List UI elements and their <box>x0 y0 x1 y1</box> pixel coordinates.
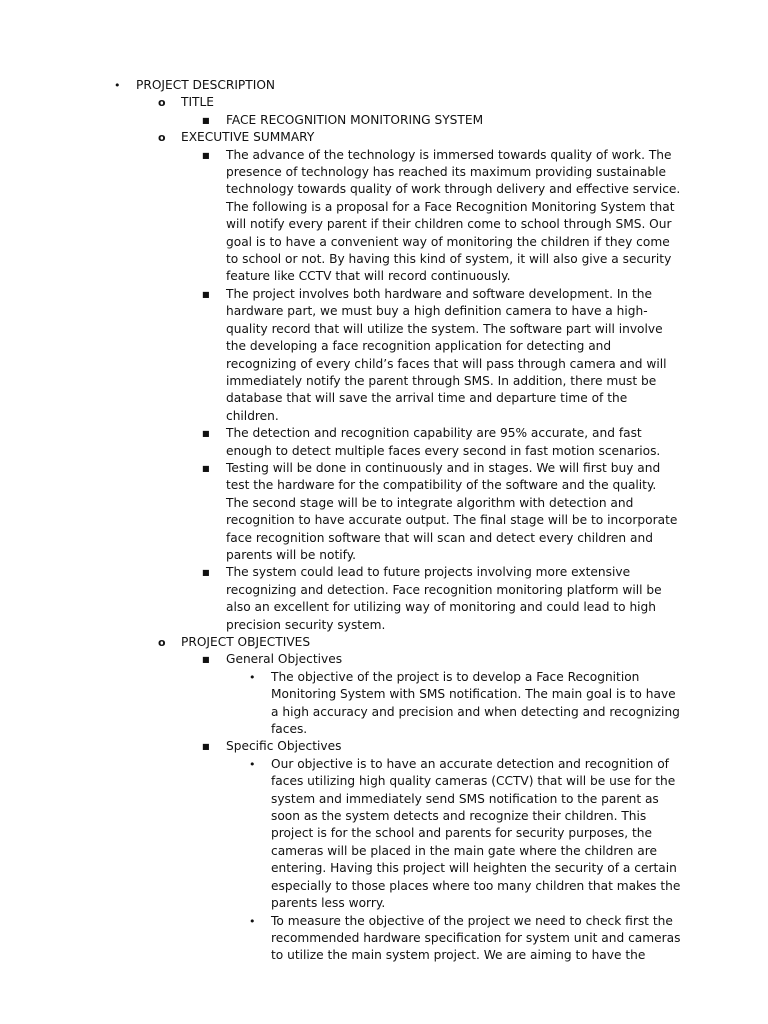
general-objectives-label: General Objectives <box>226 652 343 667</box>
summary-point <box>202 460 682 564</box>
specific-objectives-label: Specific Objectives <box>226 739 342 754</box>
specific-objective-text: Our objective is to have an accurate detection and recognition of faces utilizing high quality cameras (CCTV) that will be use for the system and immediately send SMS notification to the parent as soon as the system detects and recognize their children. This project is for the school and parents for security purposes, the cameras will be placed in the main gate where the children are entering. Having this project will heighten the security of a certain especially to those places where too many children that makes the parents less worry. <box>271 756 681 911</box>
summary-point <box>202 286 682 425</box>
summary-point-text: The system could lead to future projects involving more extensive recognizing and detection. Face recognition monitoring platform will be also an excellent for utilizing way of monitoring and could lead to high precision security system. <box>226 565 662 632</box>
specific-objective <box>249 756 683 913</box>
general-objectives-item <box>202 651 682 668</box>
section-project-description <box>114 77 696 94</box>
project-objectives-label: PROJECT OBJECTIVES <box>181 635 311 649</box>
square-bullet-icon: ■ <box>202 655 210 665</box>
project-objectives-item <box>158 634 696 651</box>
specific-objective <box>249 913 683 965</box>
circle-bullet-icon: o <box>158 636 166 649</box>
section-heading: PROJECT DESCRIPTION <box>136 78 276 92</box>
square-bullet-icon: ■ <box>202 289 210 299</box>
title-label: TITLE <box>181 95 214 110</box>
executive-summary-item <box>158 129 696 146</box>
summary-point-text: The detection and recognition capability are 95% accurate, and fast enough to detect multiple faces every second in fast motion scenarios. <box>226 426 661 458</box>
summary-point-text: The advance of the technology is immersed towards quality of work. The presence of technology has reached its maximum providing sustainable technology towards quality of work through delivery and effective service. The following is a proposal for a Face Recognition Monitoring System that will notify every parent if their children come to school through SMS. Our goal is to have a convenient way of monitoring the children if they come to school or not. By having this kind of system, it will also give a security feature like CCTV that will record continuously. <box>226 147 681 284</box>
general-objective-text: The objective of the project is to develop a Face Recognition Monitoring System with SMS notification. The main goal is to have a high accuracy and precision and when detecting and recognizing faces. <box>271 669 680 737</box>
square-bullet-icon: ■ <box>202 463 210 473</box>
title-label-item <box>158 94 696 111</box>
circle-bullet-icon: o <box>158 96 166 110</box>
summary-point <box>202 564 682 634</box>
bullet-icon: • <box>249 914 256 928</box>
square-bullet-icon: ■ <box>202 568 210 578</box>
summary-point-text: The project involves both hardware and software development. In the hardware part, we must buy a high definition camera to have a high-quality record that will utilize the system. The software part will involve the developing a face recognition application for detecting and recognizing of every child’s faces that will pass through camera and will immediately notify the parent through SMS. In addition, there must be database that will save the arrival time and departure time of the children. <box>226 286 667 423</box>
bullet-icon: • <box>249 757 256 771</box>
summary-point <box>202 425 682 460</box>
square-bullet-icon: ■ <box>202 115 210 125</box>
bullet-icon: • <box>114 79 121 92</box>
summary-point-text: Testing will be done in continuously and in stages. We will first buy and test the hardware for the compatibility of the software and the quality. The second stage will be to integrate algorithm with detection and recognition to have accurate output. The final stage will be to incorporate face recognition software that will scan and detect every children and parents will be notify. <box>226 460 678 562</box>
summary-point <box>202 147 682 286</box>
square-bullet-icon: ■ <box>202 150 210 160</box>
title-value-item <box>202 112 682 129</box>
circle-bullet-icon: o <box>158 131 166 145</box>
square-bullet-icon: ■ <box>202 742 210 752</box>
document-body <box>0 77 768 965</box>
specific-objectives-item <box>202 738 682 755</box>
project-title: FACE RECOGNITION MONITORING SYSTEM <box>226 112 484 127</box>
executive-summary-label: EXECUTIVE SUMMARY <box>181 130 315 145</box>
general-objective <box>249 669 683 739</box>
square-bullet-icon: ■ <box>202 429 210 439</box>
bullet-icon: • <box>249 670 256 684</box>
specific-objective-text: To measure the objective of the project we need to check first the recommended hardware specification for system unit and cameras to utilize the main system project. We are aiming to have the <box>271 913 681 963</box>
